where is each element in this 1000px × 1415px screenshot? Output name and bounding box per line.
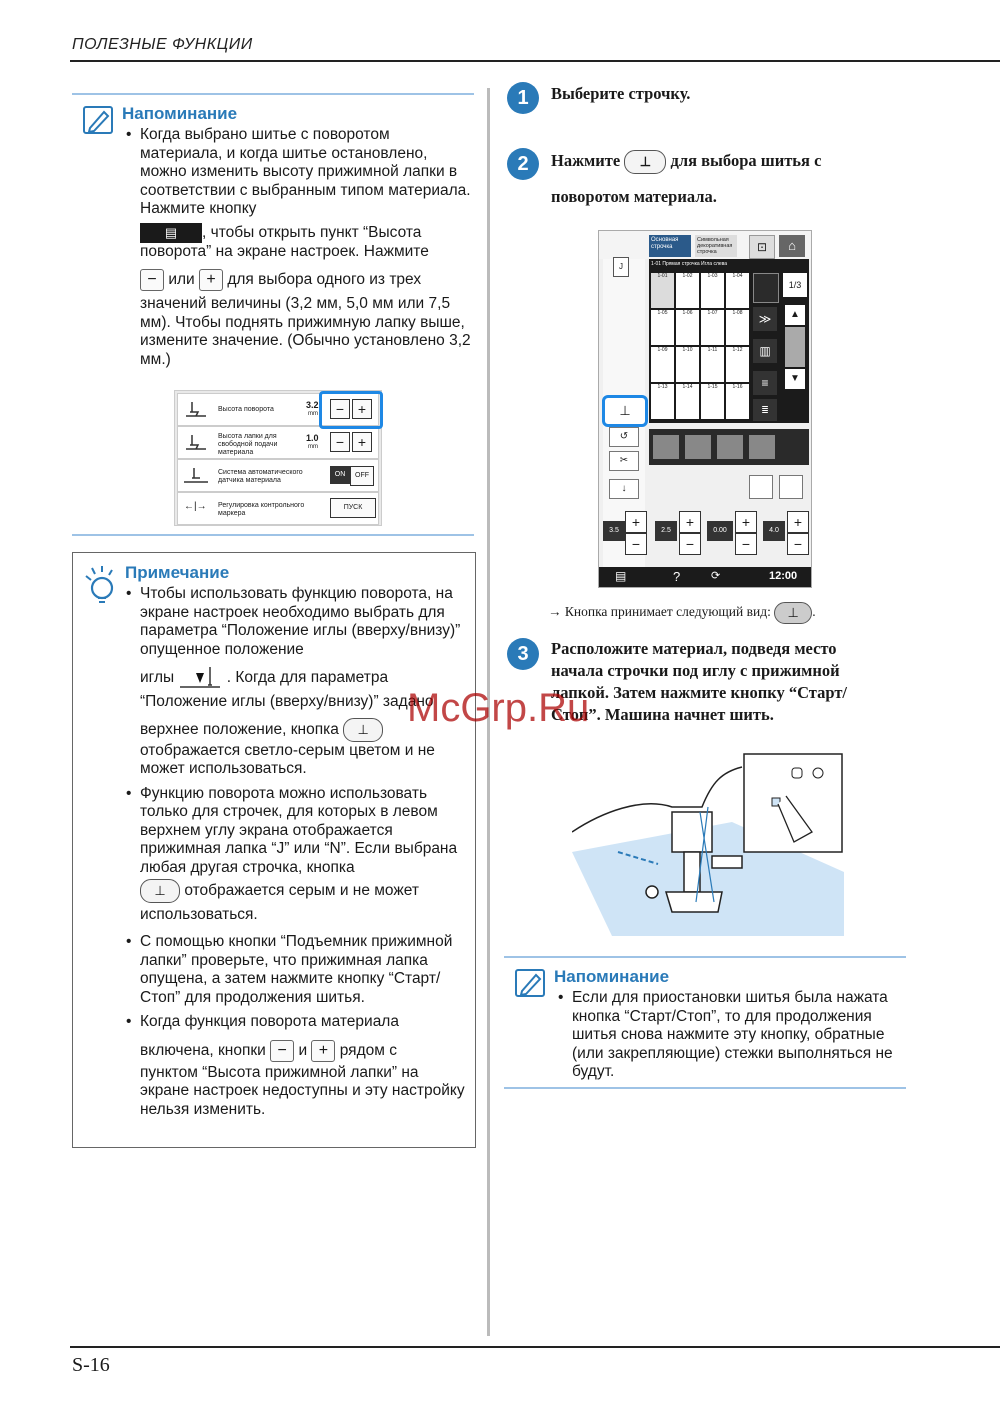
settings-value: 3.2 [306, 400, 319, 410]
edit-icon: ≡ [753, 371, 777, 395]
pattern-cell[interactable]: 1-09 [651, 347, 674, 382]
settings-unit: mm [308, 444, 318, 450]
off-toggle: OFF [350, 466, 374, 486]
menu-icon: ▤ [615, 569, 627, 583]
pattern-cell[interactable]: 1-05 [651, 310, 674, 345]
memo-title: Напоминание [122, 104, 238, 123]
step-3-text: Расположите материал, подведя место начала строчки под иглу с прижимной лапкой. Затем нажмите кнопку “Старт/Стоп”. Машина начнет шить. [551, 639, 848, 724]
mirror-icon [653, 435, 679, 459]
note-body [126, 585, 470, 1119]
scroll-up-button: ▲ [785, 305, 805, 325]
marker-arrows-icon: ←|→ [184, 501, 207, 512]
note-text: иглы [140, 669, 175, 687]
note-text: рядом с [339, 1041, 397, 1059]
tension-value: 4.0 [763, 521, 785, 541]
note-text: и [298, 1041, 308, 1059]
book-icon [749, 475, 773, 499]
home-icon: ⌂ [779, 235, 805, 257]
settings-label: Высота поворота [218, 406, 274, 413]
memo-paragraph: • Когда выбрано шитье с поворотом материала, и когда шитье остановлено, можно изменить высоту прижимной лапки в соответствии с выбранным типом материала. Нажмите кнопку [126, 126, 471, 219]
position-value: 0.00 [707, 521, 733, 541]
lock-icon: ⊡ [749, 235, 775, 259]
step-3-badge: 3 [507, 638, 539, 670]
highlight-frame [319, 391, 383, 429]
plus-button: + [311, 1040, 335, 1062]
width-minus-button: − [625, 533, 647, 555]
pattern-cell[interactable]: 1-02 [676, 273, 699, 308]
pivot-button-icon: ⊥ [624, 150, 666, 174]
note-text: верхнее положение, кнопка [140, 720, 339, 738]
help-icon: ? [673, 569, 681, 584]
settings-label: Система автоматического датчика материала [218, 469, 303, 484]
pencil-icon [749, 435, 775, 459]
pivot-button-active-icon: ⊥ [774, 602, 812, 624]
memo2-body [558, 989, 898, 1082]
tension-minus-button: − [787, 533, 809, 555]
presser-foot-icon [182, 398, 210, 420]
note-bullet-text: • Функцию поворота можно использовать только для строчек, для которых в левом верхнем углу экрана отображается прижимная лапка “J” или “N”. Если выбрана любая другая строчка, кнопка [126, 785, 470, 878]
length-value: 2.5 [655, 521, 677, 541]
memo-top-rule [72, 93, 474, 95]
arrow-icon: → [548, 604, 562, 619]
settings-label: Регулировка контрольного маркера [218, 502, 305, 517]
pattern-cell[interactable]: 1-10 [676, 347, 699, 382]
pattern-cell[interactable]: 1-16 [726, 384, 749, 419]
clock-display: 12:00 [769, 570, 798, 582]
minus-button: − [270, 1040, 294, 1062]
scissors-icon: ✂ [609, 451, 639, 471]
lightbulb-icon [82, 566, 118, 606]
pattern-category-icon [753, 273, 779, 303]
settings-row-marker [177, 492, 379, 525]
minus-button: − [330, 432, 350, 452]
memo2-top-rule [504, 956, 906, 958]
pattern-cell[interactable]: 1-03 [701, 273, 724, 308]
on-toggle: ON [330, 466, 350, 484]
settings-row-free-motion-height [177, 426, 379, 459]
header-rule [70, 60, 1000, 62]
double-chevron-icon: ≫ [753, 307, 777, 331]
note-text: отображается серым и не может использоваться. [140, 882, 419, 924]
note-text: “Положение иглы (вверху/внизу)” задано [140, 693, 434, 711]
width-value: 3.5 [603, 521, 625, 541]
settings-row-auto-sensor [177, 459, 379, 492]
pivot-button-icon: ⊥ [140, 879, 180, 903]
settings-label: Высота лапки для свободной подачи материала [218, 433, 278, 456]
note-bullet-text: • Чтобы использовать функцию поворота, на экране настроек необходимо выбрать для параметра “Положение иглы (вверху/внизу)” опущенное положение [126, 585, 470, 659]
plus-button: + [352, 432, 372, 452]
memo-text: значений величины (3,2 мм, 5,0 мм или 7,5 мм). Чтобы поднять прижимную лапку выше, измените значение. (Обычно установлено 3,2 мм.) [140, 295, 471, 368]
pattern-grid [651, 273, 751, 421]
plus-button: + [352, 399, 372, 419]
length-minus-button: − [679, 533, 701, 555]
note-bullet-text: • С помощью кнопки “Подъемник прижимной лапки” проверьте, что прижимная лапка опущена, а затем нажмите кнопку “Старт/Стоп” для продолжения шитья. [126, 933, 470, 1007]
settings-panel [174, 390, 382, 526]
bobbin-icon: ⟳ [711, 570, 721, 582]
note-text: отображается светло-серым цветом и не может использоваться. [140, 741, 435, 778]
footer-rule [70, 1346, 1000, 1348]
triangle-icon [685, 435, 711, 459]
width-plus-button: + [625, 511, 647, 533]
presser-foot-icon [182, 431, 210, 453]
pocket-icon [779, 475, 803, 499]
settings-value: 1.0 [306, 433, 319, 443]
tension-plus-button: + [787, 511, 809, 533]
pattern-cell[interactable]: 1-13 [651, 384, 674, 419]
note-title: Примечание [125, 563, 230, 582]
step-2-line2: поворотом материала. [551, 187, 717, 206]
sensor-icon [182, 464, 210, 486]
minus-button: − [140, 269, 164, 291]
memo-text: , чтобы открыть пункт “Высота поворота” на экране настроек. Нажмите [140, 223, 429, 260]
memo2-bottom-rule [504, 1087, 906, 1089]
memo-body [126, 126, 471, 369]
page-number: S-16 [72, 1354, 110, 1376]
memo-pencil-icon [82, 104, 116, 136]
pattern-cell[interactable]: 1-11 [701, 347, 724, 382]
pattern-cell[interactable]: 1-08 [726, 310, 749, 345]
plus-button: + [199, 269, 223, 291]
reverse-icon: ↺ [609, 427, 639, 447]
settings-unit: mm [308, 411, 318, 417]
tab-utility-stitch: Основная строчка [649, 235, 691, 257]
pattern-cell[interactable]: 1-04 [726, 273, 749, 308]
memo-bottom-rule [72, 534, 474, 536]
pattern-title: 1-01 Прямая строчка Игла слева [651, 261, 728, 267]
pivot-button[interactable]: ⊥ [602, 395, 648, 427]
result-text: Кнопка принимает следующий вид: [564, 604, 771, 619]
sewing-illustration [572, 752, 844, 936]
step-text: для выбора шитья с [670, 151, 822, 170]
memo-text: для выбора одного из трех [227, 271, 422, 288]
note-bullet-text: • Когда функция поворота материала [126, 1013, 470, 1032]
step-1-badge: 1 [507, 82, 539, 114]
minus-button: − [330, 399, 350, 419]
pattern-cell[interactable]: 1-06 [676, 310, 699, 345]
stitch-list-icon: ≣ [753, 399, 777, 421]
note-text: включена, кнопки [140, 1041, 266, 1059]
needle-icon: ↓ [609, 479, 639, 499]
note-text: пунктом “Высота прижимной лапки” на экране настроек недоступны и эту настройку нельзя изменить. [140, 1063, 465, 1118]
position-minus-button: − [735, 533, 757, 555]
pattern-cell[interactable]: 1-14 [676, 384, 699, 419]
position-plus-button: + [735, 511, 757, 533]
step-text: Нажмите [551, 151, 621, 170]
start-button: ПУСК [330, 498, 376, 518]
step-2-line1 [551, 148, 821, 174]
page-indicator: 1/3 [783, 273, 807, 297]
result-line [548, 600, 816, 624]
memo-pencil-icon [514, 967, 548, 999]
running-header: ПОЛЕЗНЫЕ ФУНКЦИИ [72, 36, 253, 53]
presser-foot-j-icon: J [613, 257, 629, 277]
needle-down-icon [178, 665, 222, 691]
tab-character-stitch: Символьная декоративная строчка [695, 235, 737, 257]
pattern-cell[interactable]: 1-12 [726, 347, 749, 382]
settings-button: ▤ [140, 223, 202, 243]
pivot-button-icon: ⊥ [343, 718, 383, 742]
result-dot: . [812, 604, 816, 619]
memo2-title: Напоминание [554, 967, 670, 986]
length-plus-button: + [679, 511, 701, 533]
pattern-cell[interactable]: 1-07 [701, 310, 724, 345]
memo-text: или [168, 271, 195, 288]
scroll-down-button: ▼ [785, 369, 805, 389]
pattern-cell[interactable]: 1-15 [701, 384, 724, 419]
twin-needle-icon [717, 435, 743, 459]
step-1-text: Выберите строчку. [551, 84, 691, 103]
scrollbar [785, 327, 805, 367]
machine-screen [598, 230, 812, 588]
note-text: . Когда для параметра [226, 669, 389, 687]
memory-icon: ▥ [753, 339, 777, 363]
pattern-cell[interactable]: 1-01 [651, 273, 674, 308]
memo2-text: • Если для приостановки шитья была нажата кнопка “Старт/Стоп”, то для продолжения шитья снова нажмите эту кнопку, обратные (или закрепляющие) стежки выполняться не будут. [558, 989, 898, 1082]
step-2-badge: 2 [507, 148, 539, 180]
watermark: McGrp.Ru [407, 686, 590, 730]
